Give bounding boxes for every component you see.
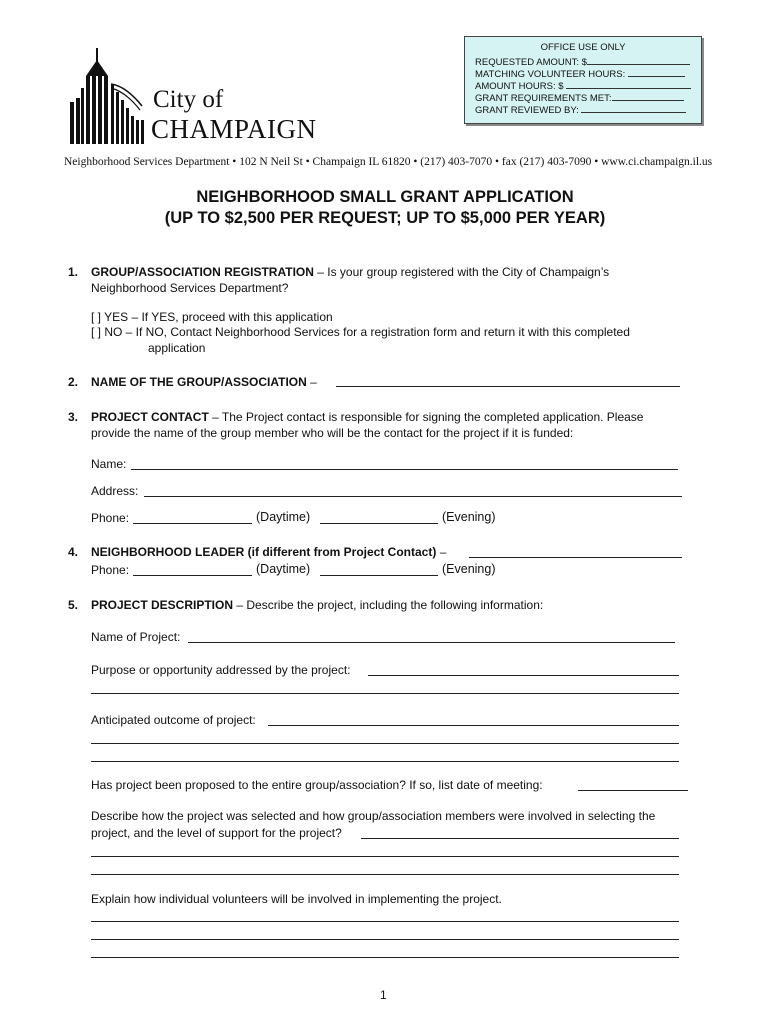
section-1-number: 1. [68,265,79,279]
contact-address-field[interactable] [144,496,682,497]
reviewed-by-blank[interactable] [581,103,686,113]
office-reviewed-by: GRANT REVIEWED BY: [475,103,686,116]
office-matching-hours: MATCHING VOLUNTEER HOURS: [475,67,685,80]
selection-field-line-3[interactable] [91,874,679,875]
form-subtitle: (UP TO $2,500 PER REQUEST; UP TO $5,000 PER YEAR) [164,209,606,227]
section-4-label: NEIGHBORHOOD LEADER (if different from Project Contact) – [91,545,447,559]
office-requirements-met: GRANT REQUIREMENTS MET: [475,91,684,104]
purpose-field-line-1[interactable] [368,675,679,676]
section-2-number: 2. [68,375,79,389]
leader-name-field[interactable] [469,557,682,558]
selection-field-line-1[interactable] [361,838,679,839]
volunteers-field-line-3[interactable] [91,957,679,958]
purpose-field-line-2[interactable] [91,693,679,694]
section-1-heading: GROUP/ASSOCIATION REGISTRATION [91,265,314,279]
selection-field-line-2[interactable] [91,856,679,857]
matching-hours-blank[interactable] [628,67,685,77]
leader-daytime-label: (Daytime) [256,562,311,576]
contact-phone-label: Phone: [91,511,130,525]
department-contact-line: Neighborhood Services Department • 102 N Neil St • Champaign IL 61820 • (217) 403-7070 • fax (217) 403-7090 • www.ci.champaign.il.us [64,156,713,168]
leader-phone-label: Phone: [91,563,130,577]
purpose-label: Purpose or opportunity addressed by the project: [91,663,351,677]
section-3-number: 3. [68,410,79,424]
amount-hours-blank[interactable] [566,79,691,89]
section-3-prompt-cont: provide the name of the group member who will be the contact for the project if it is funded: [91,426,574,440]
proposed-label: Has project been proposed to the entire group/association? If so, list date of meeting: [91,778,543,792]
contact-name-label: Name: [91,457,127,471]
office-amount-hours: AMOUNT HOURS: $ [475,79,691,92]
section-5-number: 5. [68,598,79,612]
contact-daytime-label: (Daytime) [256,510,311,524]
project-name-label: Name of Project: [91,630,181,644]
selected-label: Describe how the project was selected and how group/association members were involved in selecting the [91,809,656,823]
contact-name-field[interactable] [131,469,678,470]
outcome-field-line-1[interactable] [268,725,679,726]
contact-evening-phone-field[interactable] [320,523,438,524]
logo-city-of: City of [153,86,224,113]
section-2-label: NAME OF THE GROUP/ASSOCIATION – [91,375,317,389]
office-use-title: OFFICE USE ONLY [540,42,626,53]
outcome-label: Anticipated outcome of project: [91,713,256,727]
group-name-field[interactable] [336,386,680,387]
volunteers-label: Explain how individual volunteers will be involved in implementing the project. [91,892,502,906]
project-name-field[interactable] [188,642,675,643]
form-title: NEIGHBORHOOD SMALL GRANT APPLICATION [196,188,574,206]
registered-yes-checkbox[interactable]: [ ] YES – If YES, proceed with this application [91,310,333,324]
volunteers-field-line-2[interactable] [91,939,679,940]
registered-no-cont: application [148,341,206,355]
outcome-field-line-3[interactable] [91,761,679,762]
requested-amount-blank[interactable] [587,55,690,65]
volunteers-field-line-1[interactable] [91,921,679,922]
office-use-box [464,36,702,124]
logo-city-name: CHAMPAIGN [151,114,317,144]
contact-evening-label: (Evening) [442,510,496,524]
contact-daytime-phone-field[interactable] [133,523,252,524]
requirements-met-blank[interactable] [612,91,684,101]
leader-evening-label: (Evening) [442,562,496,576]
leader-evening-phone-field[interactable] [320,575,438,576]
contact-address-label: Address: [91,484,139,498]
section-3-prompt: PROJECT CONTACT – The Project contact is responsible for signing the completed application. Please [91,410,644,424]
section-5-prompt: PROJECT DESCRIPTION – Describe the project, including the following information: [91,598,544,612]
meeting-date-field[interactable] [578,790,688,791]
leader-daytime-phone-field[interactable] [133,575,252,576]
outcome-field-line-2[interactable] [91,743,679,744]
registered-no-checkbox[interactable]: [ ] NO – If NO, Contact Neighborhood Services for a registration form and return it with this completed [91,325,630,339]
page-number: 1 [380,988,387,1002]
selected-label-cont: project, and the level of support for the project? [91,826,342,840]
city-skyline-logo-icon [68,48,148,149]
section-4-number: 4. [68,545,79,559]
office-requested-amount: REQUESTED AMOUNT: $ [475,55,690,68]
section-1-prompt-cont: Neighborhood Services Department? [91,281,289,295]
section-1-prompt: GROUP/ASSOCIATION REGISTRATION – Is your group registered with the City of Champaign’s [91,265,610,279]
